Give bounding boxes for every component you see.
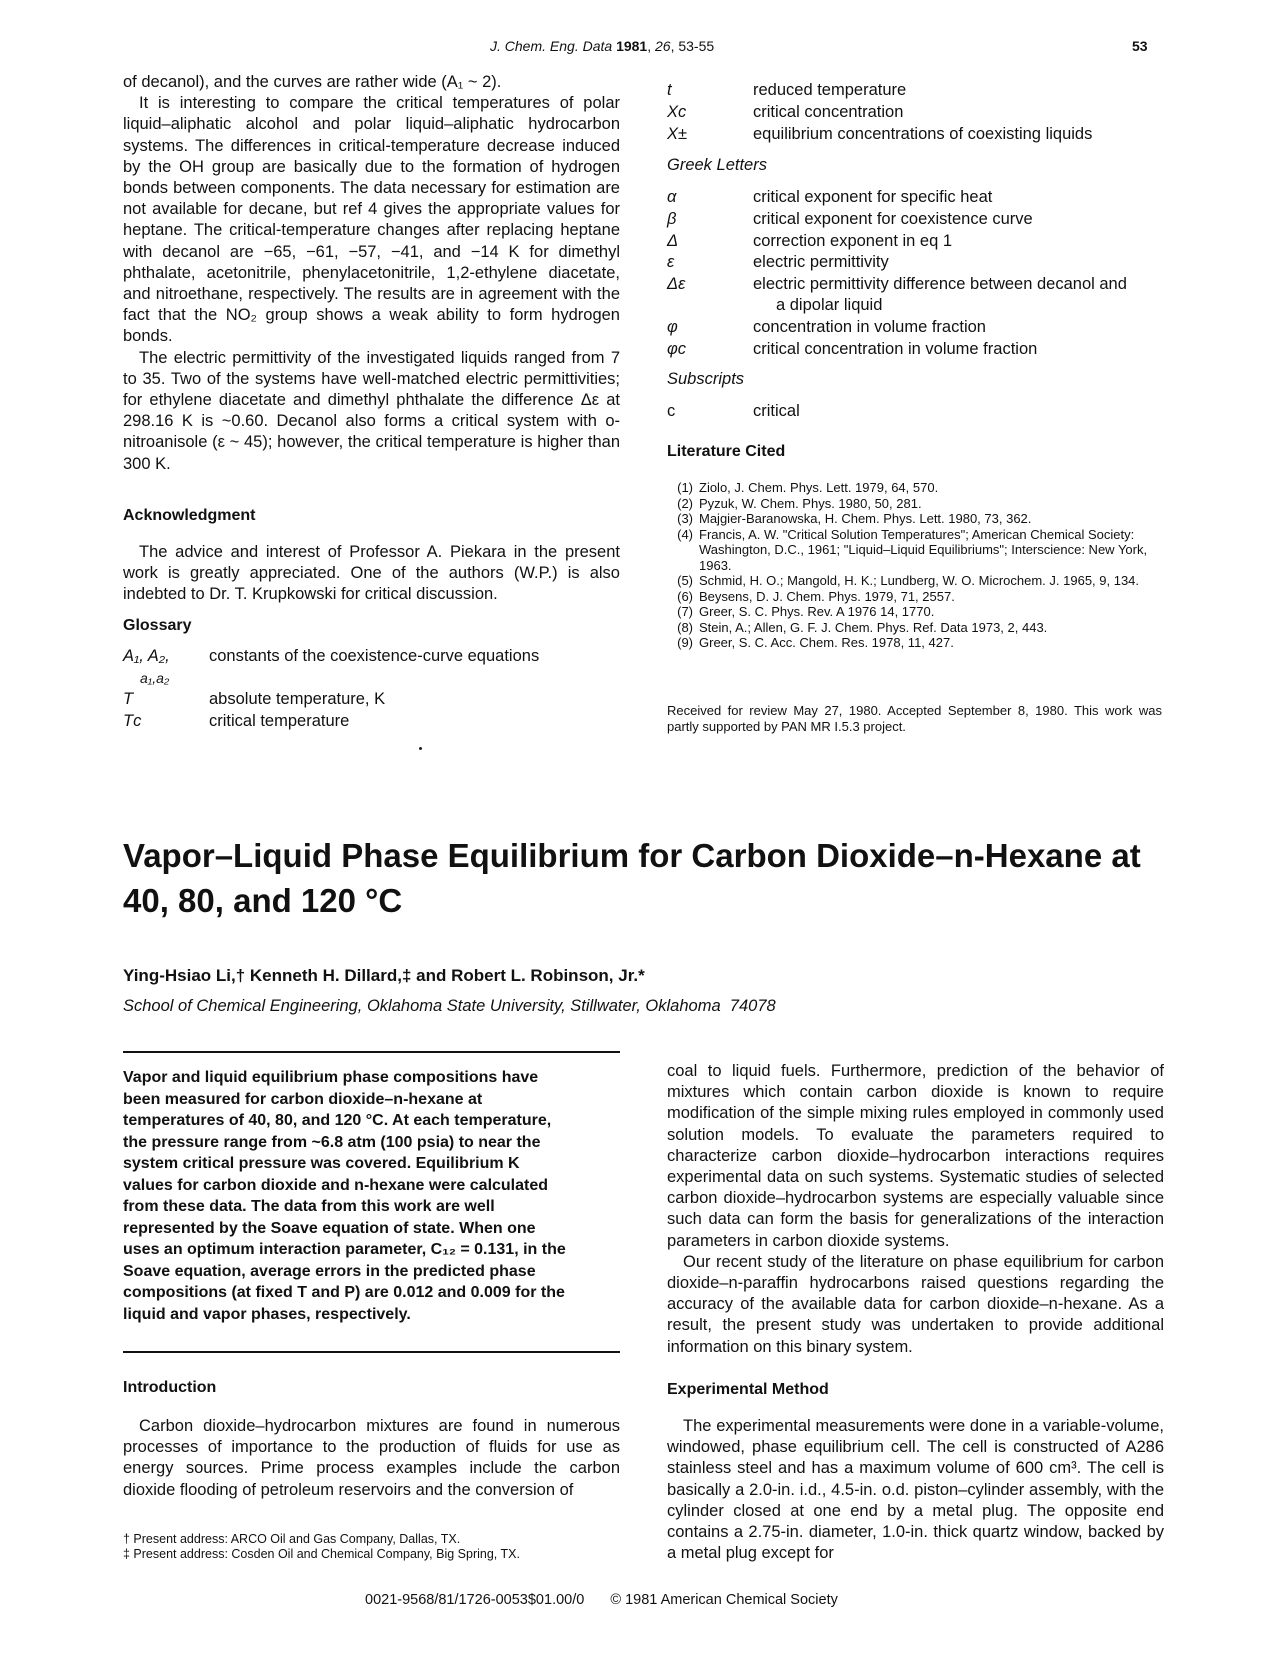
reference-item xyxy=(667,480,1162,496)
footer-code: 0021-9568/81/1726-0053$01.00/0 xyxy=(365,1592,585,1608)
glossary-symbol: A₁, A₂, xyxy=(123,647,170,665)
reference-item xyxy=(667,527,1162,574)
reference-text: Greer, S. C. Acc. Chem. Res. 1978, 11, 427. xyxy=(699,635,954,650)
glossary-definition: electric permittivity difference between decanol and xyxy=(753,275,1127,293)
abstract-top-rule xyxy=(123,1051,620,1053)
glossary-definition: absolute temperature, K xyxy=(209,690,386,708)
reference-item xyxy=(667,511,1162,527)
footnote: ‡ Present address: Cosden Oil and Chemical Company, Big Spring, TX. xyxy=(123,1547,520,1561)
reference-list xyxy=(667,480,1162,651)
glossary-symbol: Δ xyxy=(667,232,679,250)
reference-item xyxy=(667,496,1162,512)
acknowledgment-text xyxy=(123,542,620,606)
reference-text: Beysens, D. J. Chem. Phys. 1979, 71, 2557. xyxy=(699,588,955,604)
reference-number: (9) xyxy=(677,635,693,650)
glossary-symbol: φᴄ xyxy=(667,340,687,358)
paragraph: It is interesting to compare the critical temperatures of polar liquid–aliphatic alcohol and polar liquid–aliphatic hydrocarbon systems. The differences in critical-temperature decrease induced by the OH group are basically due to the formation of hydrogen bonds between components. The data necessary for estimation are not available for decane, but ref 4 gives the appropriate values for heptane. The critical-temperature changes after replacing heptane with decanol are −65, −61, −57, −41, and −14 K for dimethyl phthalate, acetonitrile, phenylacetonitrile, 1,2-ethylene diacetate, and nitroethane, respectively. The results are in agreement with the fact that the NO₂ group shows a weak ability to form hydrogen bonds. xyxy=(123,94,620,346)
glossary-symbol: α xyxy=(667,188,677,206)
received-note: Received for review May 27, 1980. Accepted September 8, 1980. This work was partly supported by PAN MR I.5.3 project. xyxy=(667,703,1162,734)
reference-item xyxy=(667,589,1162,605)
paragraph: Carbon dioxide–hydrocarbon mixtures are found in numerous processes of importance to the production of fluids for use as energy sources. Prime process examples include the carbon dioxide flooding of petroleum reservoirs and the conversion of xyxy=(123,1417,620,1499)
reference-text: Schmid, H. O.; Mangold, H. K.; Lundberg, W. O. Microchem. J. 1965, 9, 134. xyxy=(699,573,1140,588)
paragraph: The advice and interest of Professor A. Piekara in the present work is greatly appreciated. One of the authors (W.P.) is also indebted to Dr. T. Krupkowski for critical discussion. xyxy=(123,543,620,604)
reference-item xyxy=(667,573,1162,589)
introduction-text xyxy=(123,1416,620,1501)
reference-number: (6) xyxy=(677,588,693,604)
reference-item xyxy=(667,604,1162,620)
glossary-symbol: Xᴄ xyxy=(667,103,687,121)
glossary-definition: critical exponent for specific heat xyxy=(753,188,993,206)
glossary-symbol: T xyxy=(123,690,134,708)
footnotes xyxy=(123,1532,620,1562)
article-authors: Ying-Hsiao Li,† Kenneth H. Dillard,‡ and Robert L. Robinson, Jr.* xyxy=(123,966,645,985)
paragraph: Our recent study of the literature on phase equilibrium for carbon dioxide–n-paraffin hydrocarbons raised questions regarding the accuracy of the available data for carbon dioxide–n-hexane. As a result, the present study was undertaken to provide additional information on this binary system. xyxy=(667,1252,1164,1356)
subscripts-heading: Subscripts xyxy=(667,370,745,388)
glossary-symbol: ε xyxy=(667,253,675,271)
introduction-heading: Introduction xyxy=(123,1379,217,1396)
glossary-symbol: Δε xyxy=(667,275,686,293)
glossary-symbol: β xyxy=(667,210,677,228)
journal-name: J. Chem. Eng. Data xyxy=(490,38,613,54)
greek-letters-heading: Greek Letters xyxy=(667,156,767,174)
abstract-bottom-rule xyxy=(123,1351,620,1353)
reference-item xyxy=(667,635,1162,651)
reference-text: Pyzuk, W. Chem. Phys. 1980, 50, 281. xyxy=(699,495,922,511)
glossary-definition: constants of the coexistence-curve equations xyxy=(209,647,540,665)
reference-text: Greer, S. C. Phys. Rev. A 1976 14, 1770. xyxy=(699,604,935,619)
footnote: † Present address: ARCO Oil and Gas Company, Dallas, TX. xyxy=(123,1532,461,1546)
reference-text: Majgier-Baranowska, H. Chem. Phys. Lett. 1980, 73, 362. xyxy=(699,511,1032,526)
footer-copyright: © 1981 American Chemical Society xyxy=(610,1592,838,1608)
article-title: Vapor–Liquid Phase Equilibrium for Carbon Dioxide–n-Hexane at 40, 80, and 120 °C xyxy=(123,837,1141,919)
glossary-definition: a dipolar liquid xyxy=(776,296,883,314)
reference-number: (4) xyxy=(677,526,693,542)
experimental-heading: Experimental Method xyxy=(667,1381,829,1398)
experimental-text xyxy=(667,1416,1164,1564)
footer xyxy=(365,1592,838,1608)
glossary-symbol: t xyxy=(667,81,672,99)
literature-heading: Literature Cited xyxy=(667,443,786,460)
page-number: 53 xyxy=(1132,38,1148,54)
reference-number: (1) xyxy=(677,480,693,495)
glossary-symbol: X± xyxy=(667,125,688,143)
reference-number: (7) xyxy=(677,604,693,619)
left-column-top xyxy=(123,72,620,475)
glossary-definition: critical temperature xyxy=(209,712,350,730)
right-column-body xyxy=(667,1061,1164,1358)
abstract: Vapor and liquid equilibrium phase compositions have been measured for carbon dioxide–n-hexane at temperatures of 40, 80, and 120 °C. At each temperature, the pressure range from ~6.8 atm (100 psia) to near the system critical pressure was covered. Equilibrium K values for carbon dioxide and n-hexane were calculated from these data. The data from this work are well represented by the Soave equation of state. When one uses an optimum interaction parameter, C₁₂ = 0.131, in the Soave equation, average errors in the predicted phase compositions (at fixed T and P) are 0.012 and 0.009 for the liquid and vapor phases, respectively. xyxy=(123,1069,566,1323)
glossary-definition: electric permittivity xyxy=(753,253,889,271)
glossary-symbol: c xyxy=(667,402,676,420)
glossary-definition: critical concentration in volume fraction xyxy=(753,340,1038,358)
article-affiliation: School of Chemical Engineering, Oklahoma State University, Stillwater, Oklahoma 74078 xyxy=(123,997,776,1015)
reference-item xyxy=(667,620,1162,636)
reference-number: (3) xyxy=(677,511,693,526)
reference-number: (5) xyxy=(677,573,693,588)
glossary-definition: critical xyxy=(753,402,800,420)
glossary-definition: correction exponent in eq 1 xyxy=(753,232,953,250)
paragraph: The experimental measurements were done in a variable-volume, windowed, phase equilibrium cell. The cell is constructed of A286 stainless steel and has a maximum volume of 600 cm³. The cell is basically a 2.0-in. i.d., 4.5-in. o.d. piston–cylinder assembly, with the cylinder closed at one end by a metal plug. The opposite end contains a 2.75-in. diameter, 1.0-in. thick quartz window, backed by a metal plug except for xyxy=(667,1417,1164,1563)
stray-dot xyxy=(419,747,422,750)
glossary-definition: equilibrium concentrations of coexisting liquids xyxy=(753,125,1093,143)
glossary-symbol: Tᴄ xyxy=(123,712,142,730)
paragraph: The electric permittivity of the investigated liquids ranged from 7 to 35. Two of the systems have well-matched electric permittivities; for ethylene diacetate and dimethyl phthalate the difference Δε at 298.16 K is ~0.60. Decanol also forms a critical system with o-nitroanisole (ε ~ 45); however, the critical temperature is higher than 300 K. xyxy=(123,348,620,473)
glossary-definition: reduced temperature xyxy=(753,81,907,99)
paragraph: of decanol), and the curves are rather wide (A₁ ~ 2). xyxy=(123,73,502,91)
reference-text: Francis, A. W. "Critical Solution Temperatures"; American Chemical Society: Washington, D.C., 1961; "Liquid–Liquid Equilibriums"; Interscience: New York, 1963. xyxy=(699,526,1148,573)
running-header: J. Chem. Eng. Data 1981, 26, 53-55 xyxy=(490,38,715,54)
glossary-heading: Glossary xyxy=(123,617,192,634)
glossary-definition: concentration in volume fraction xyxy=(753,318,986,336)
glossary-definition: critical concentration xyxy=(753,103,904,121)
glossary-definition: critical exponent for coexistence curve xyxy=(753,210,1033,228)
journal-pages: 53-55 xyxy=(678,38,715,54)
reference-number: (2) xyxy=(677,495,693,511)
glossary-symbol: φ xyxy=(667,318,678,336)
reference-number: (8) xyxy=(677,619,693,635)
glossary-symbol: a₁,a₂ xyxy=(140,670,170,686)
journal-volume: 26 xyxy=(655,38,671,54)
journal-year: 1981 xyxy=(616,38,648,54)
reference-text: Ziolo, J. Chem. Phys. Lett. 1979, 64, 570. xyxy=(699,480,939,495)
paragraph: coal to liquid fuels. Furthermore, prediction of the behavior of mixtures which contain carbon dioxide is known to require modification of the simple mixing rules employed in commonly used solution models. To evaluate the parameters required to characterize carbon dioxide–hydrocarbon interactions requires experimental data on such systems. Systematic studies of selected carbon dioxide–hydrocarbon systems are especially valuable since such data can form the basis for generalizations of the interaction parameters in carbon dioxide systems. xyxy=(667,1062,1164,1250)
acknowledgment-heading: Acknowledgment xyxy=(123,507,256,524)
reference-text: Stein, A.; Allen, G. F. J. Chem. Phys. Ref. Data 1973, 2, 443. xyxy=(699,619,1048,635)
